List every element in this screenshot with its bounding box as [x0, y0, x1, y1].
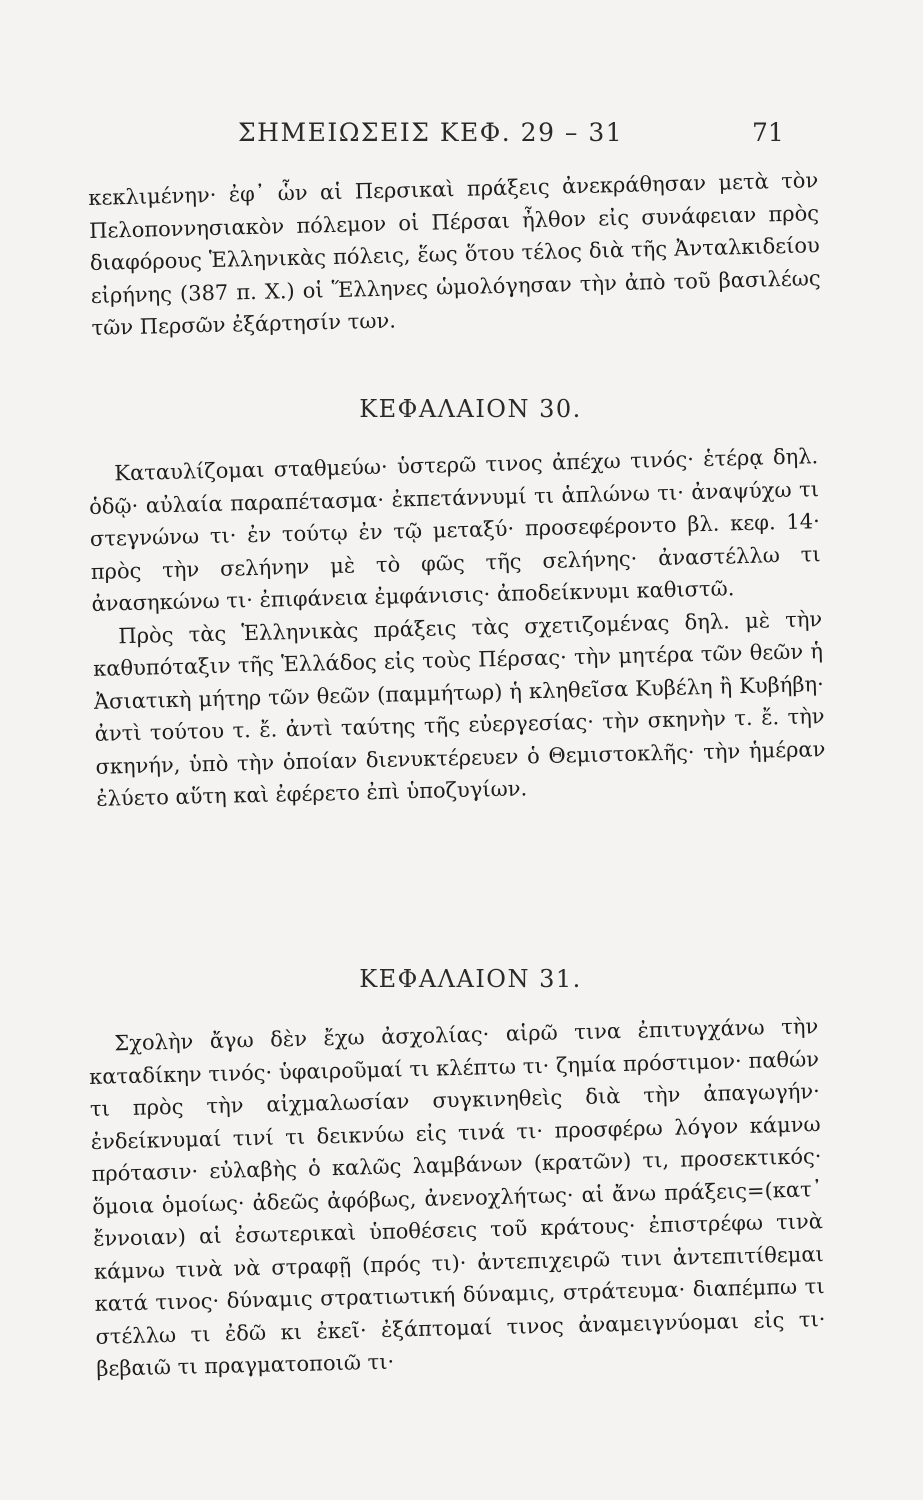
chapter-31-heading: ΚΕΦΑΛΑΙΟΝ 31. — [359, 965, 582, 993]
chapter-30-text-block — [88, 440, 827, 815]
chapter-30-heading: ΚΕΦΑΛΑΙΟΝ 30. — [359, 395, 582, 423]
intro-text-block — [88, 164, 822, 344]
intro-paragraph: κεκλιμένην· ἐφ᾽ ὧν αἱ Περσικαὶ πράξεις ἀνεκράθησαν μετὰ τὸν Πελοποννησιακὸν πόλεμον οἱ Πέρσαι ἦλθον εἰς συνάφειαν πρὸς διαφόρους Ἑλληνικὰς πόλεις, ἕως ὅτου τέλος διὰ τῆς Ἀνταλκιδείου εἰρήνης (387 π. Χ.) οἱ Ἕλληνες ὡμολόγησαν τὴν ἀπὸ τοῦ βασιλέως τῶν Περσῶν ἐξάρτησίν των. — [88, 168, 821, 340]
running-head-title: ΣΗΜΕΙΩΣΕΙΣ ΚΕΦ. 29 – 31 — [238, 118, 624, 147]
chapter-31-text-block — [88, 1010, 827, 1385]
chapter-30-paragraph-2: Πρὸς τὰς Ἑλληνικὰς πράξεις τὰς σχετιζομένας δηλ. μὲ τὴν καθυπόταξιν τῆς Ἑλλάδος εἰς τοὺς Πέρσας· τὴν μητέρα τῶν θεῶν ἡ Ἀσιατικὴ μήτηρ τῶν θεῶν (παμμήτωρ) ἡ κληθεῖσα Κυβέλη ἢ Κυβήβη· ἀντὶ τούτου τ. ἔ. ἀντὶ ταύτης τῆς εὐεργεσίας· τὴν σκηνὴν τ. ἔ. τὴν σκηνήν, ὑπὸ τὴν ὁποίαν διενυκτέρευεν ὁ Θεμιστοκλῆς· τὴν ἡμέραν ἐλύετο αὕτη καὶ ἐφέρετο ἐπὶ ὑποζυγίων. — [92, 606, 826, 811]
chapter-31-paragraph-1: Σχολὴν ἄγω δὲν ἔχω ἀσχολίας· αἱρῶ τινα ἐπιτυγχάνω τὴν καταδίκην τινός· ὑφαιροῦμαί τι κλέπτω τι· ζημία πρόστιμον· παθών τι πρὸς τὴν αἰχμαλωσίαν συγκινηθεὶς διὰ τὴν ἀπαγωγήν· ἐνδείκνυμαί τινί τι δεικνύω εἰς τινά τι· προσφέρω λόγον κάμνω πρότασιν· εὐλαβὴς ὁ καλῶς λαμβάνων (κρατῶν) τι, προσεκτικός· ὅμοια ὁμοίως· ἀδεῶς ἀφόβως, ἀνενοχλήτως· αἱ ἄνω πράξεις=(κατ᾽ ἔννοιαν) αἱ ἐσωτερικαὶ ὑποθέσεις τοῦ κράτους· ἐπιστρέφω τινὰ κάμνω τινὰ νὰ στραφῇ (πρός τι)· ἀντεπιχειρῶ τινι ἀντεπιτίθεμαι κατά τινος· δύναμις στρατιωτική δύναμις, στράτευμα· διαπέμπω τι στέλλω τι ἐδῶ κι ἐκεῖ· ἐξάπτομαί τινος ἀναμειγνύομαι εἰς τι· βεβαιῶ τι πραγματοποιῶ τι· — [88, 1014, 826, 1381]
running-head — [0, 118, 923, 158]
chapter-30-paragraph-1: Καταυλίζομαι σταθμεύω· ὑστερῶ τινος ἀπέχω τινός· ἑτέρᾳ δηλ. ὁδῷ· αὐλαία παραπέτασμα· ἐκπετάννυμί τι ἁπλώνω τι· ἀναψύχω τι στεγνώνω τι· ἐν τούτῳ ἐν τῷ μεταξύ· προσεφέροντο βλ. κεφ. 14· πρὸς τὴν σελήνην μὲ τὸ φῶς τῆς σελήνης· ἀναστέλλω τι ἀνασηκώνω τι· ἐπιφάνεια ἐμφάνισις· ἀποδείκνυμι καθιστῶ. — [88, 444, 821, 616]
page-number: 71 — [752, 118, 784, 147]
